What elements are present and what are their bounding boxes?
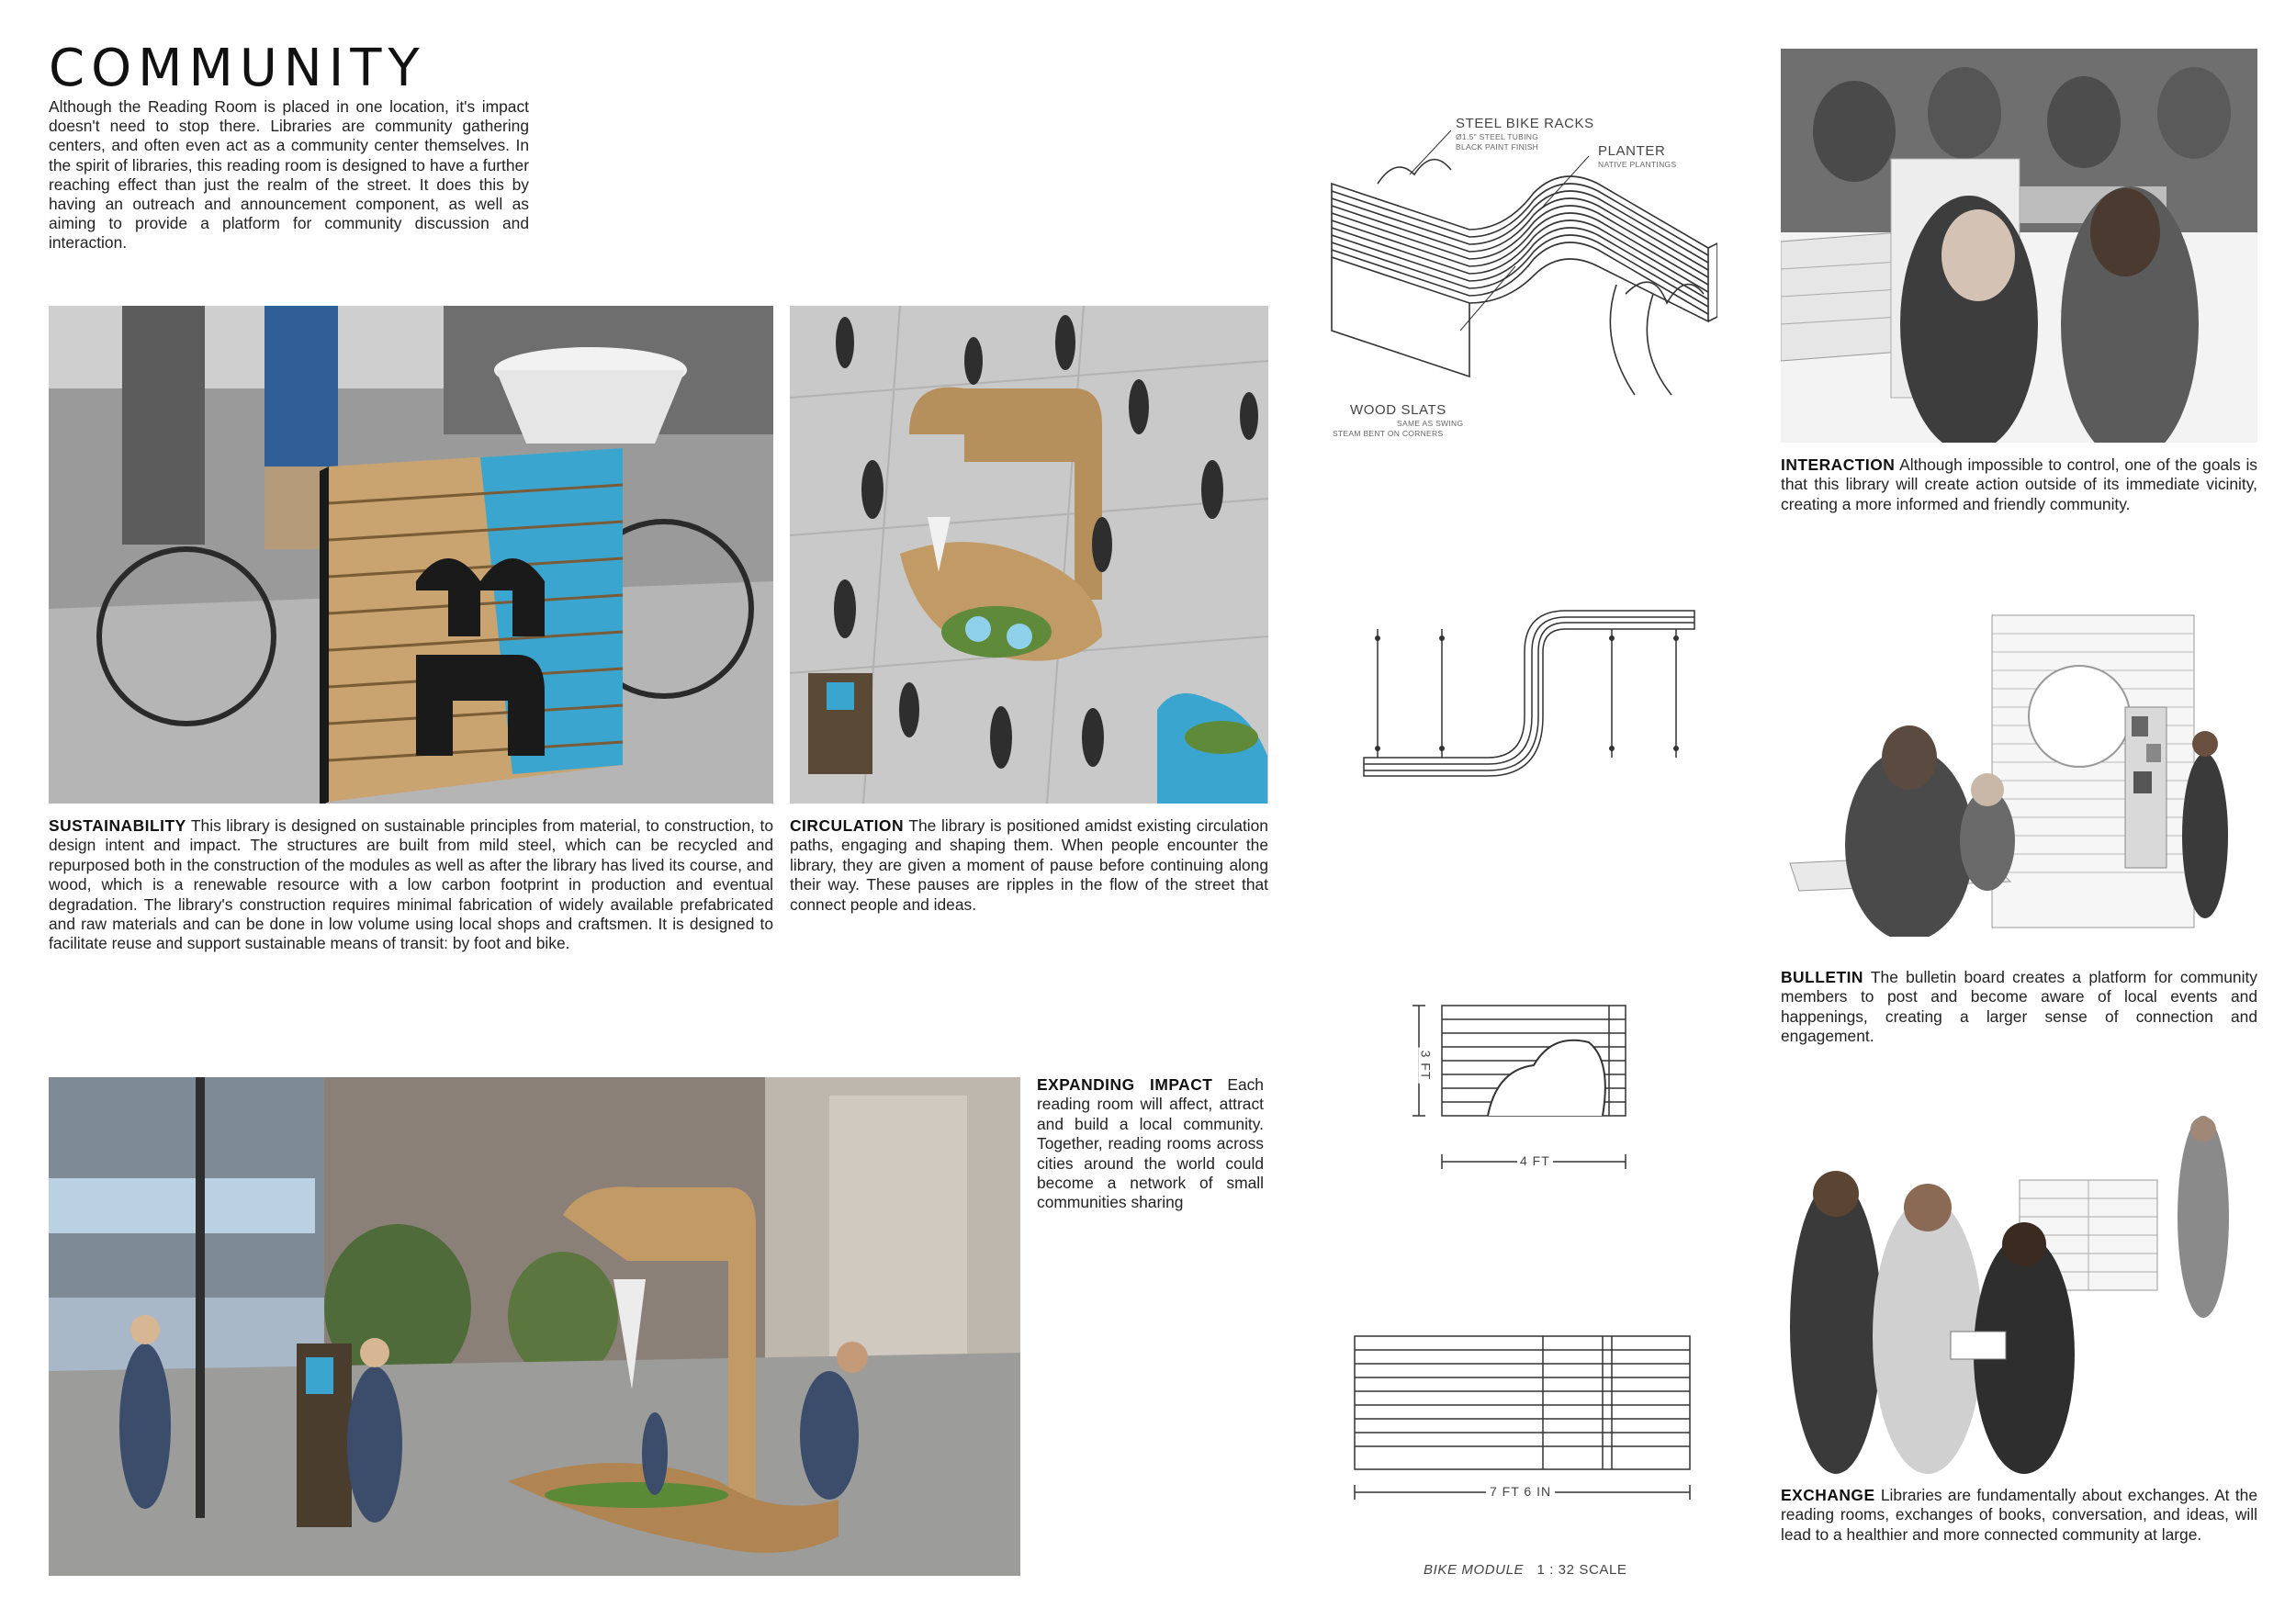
planter-sub: NATIVE PLANTINGS: [1598, 160, 1677, 169]
intro-paragraph: Although the Reading Room is placed in one location, it's impact doesn't need to stop there. Libraries are community gathering centers, and often even act as a community center themselves. In the spirit of libraries, this reading room is designed to have a further reaching effect than just the realm of the street. It does this by having an outreach and announcement component, as well as aiming to provide a platform for community discussion and interaction.: [49, 97, 529, 253]
exchange-heading: EXCHANGE: [1781, 1486, 1875, 1504]
dimension-height-label: 3 FT: [1418, 1048, 1433, 1084]
street-scene-photo: [49, 1077, 1020, 1576]
dimension-length-label: 7 FT 6 IN: [1486, 1484, 1555, 1499]
module-scale-label: [1424, 1562, 1627, 1578]
wood-slats-label: WOOD SLATS: [1350, 402, 1446, 418]
top-view-drawing: [1350, 1332, 1699, 1506]
expanding-impact-text: Each reading room will affect, attract and build a local community. Together, reading rooms across cities around the world could become a network of small communities sharing: [1037, 1075, 1264, 1212]
exchange-photo: [1781, 1107, 2257, 1474]
steel-bike-racks-sub2: BLACK PAINT FINISH: [1456, 142, 1539, 152]
bulletin-caption: [1781, 968, 2257, 1047]
exchange-text: Libraries are fundamentally about exchanges. At the reading rooms, exchanges of books, conversation, and ideas, will lead to a healthier and more connected community at large.: [1781, 1486, 2257, 1544]
wood-slats-sub2: STEAM BENT ON CORNERS: [1333, 429, 1444, 438]
expanding-impact-heading: EXPANDING IMPACT: [1037, 1075, 1213, 1094]
page-title: COMMUNITY: [49, 39, 426, 98]
expanding-impact-caption: [1037, 1075, 1264, 1213]
circulation-caption: [790, 816, 1268, 915]
module-name: BIKE MODULE: [1424, 1562, 1525, 1578]
interaction-caption: [1781, 455, 2257, 514]
module-scale: 1 : 32 SCALE: [1536, 1562, 1627, 1578]
circulation-heading: CIRCULATION: [790, 816, 904, 835]
plan-drawing: [1359, 597, 1708, 790]
planter-label: PLANTER: [1598, 143, 1666, 159]
bulletin-text: The bulletin board creates a platform for community members to post and become aware of local events and happenings, creating a larger sense of connection and engagement.: [1781, 968, 2257, 1046]
bike-rack-photo: [49, 306, 773, 804]
circulation-aerial-photo: [790, 306, 1268, 804]
sustainability-text: This library is designed on sustainable principles from material, to construction, to design intent and impact. The structures are built from mild steel, which can be recycled and repurposed both in the construction of the modules as well as after the library has lived its course, and wood, which is a renewable resource with a low carbon footprint in production and eventual degradation. The library's construction requires minimal fabrication of widely available prefabricated and raw materials and can be done in low volume using local shops and craftsmen. It is designed to facilitate reuse and support sustainable means of transit: by foot and bike.: [49, 816, 773, 953]
wood-slats-sub1: SAME AS SWING: [1397, 419, 1464, 428]
elevation-drawing: [1405, 996, 1635, 1180]
steel-bike-racks-sub1: Ø1.5" STEEL TUBING: [1456, 132, 1539, 141]
dimension-width-label: 4 FT: [1517, 1153, 1553, 1168]
interaction-photo: [1781, 49, 2257, 443]
circulation-text: The library is positioned amidst existing circulation paths, engaging and shaping them. When people encounter the library, they are given a moment of pause before continuing along their way. These pauses are ripples in the flow of the street that connect people and ideas.: [790, 816, 1268, 914]
bulletin-photo: [1781, 606, 2257, 937]
bulletin-heading: BULLETIN: [1781, 968, 1863, 986]
interaction-heading: INTERACTION: [1781, 455, 1896, 474]
exchange-caption: [1781, 1486, 2257, 1545]
sustainability-caption: [49, 816, 773, 954]
interaction-text: Although impossible to control, one of the goals is that this library will create action outside of its immediate vicinity, creating a more informed and friendly community.: [1781, 455, 2258, 513]
sustainability-heading: SUSTAINABILITY: [49, 816, 186, 835]
steel-bike-racks-label: STEEL BIKE RACKS: [1456, 116, 1594, 131]
